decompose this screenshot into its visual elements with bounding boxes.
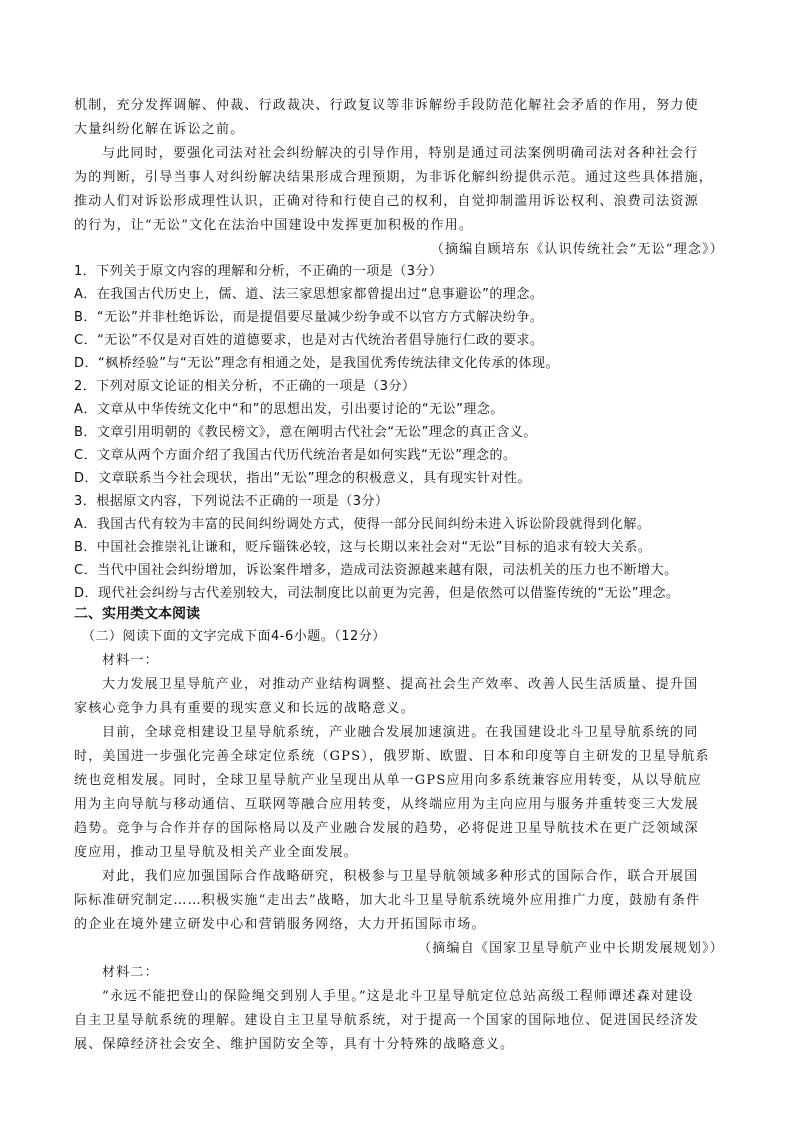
material-line: 时，美国进一步强化完善全球定位系统（GPS），俄罗斯、欧盟、日本和印度等自主研发的卫星导航系 <box>74 749 710 764</box>
material-line: 自主卫星导航系统的理解。建设自主卫星导航系统，对于提高一个国家的国际地位、促进国民经济发 <box>74 1013 699 1028</box>
option-a: A．文章从中华传统文化中“和”的思想出发，引出要讨论的“无讼”理念。 <box>74 402 504 417</box>
material-line: 用为主向导航与移动通信、互联网等融合应用转变，从终端应用为主向应用与服务并重转变三大发展 <box>74 797 699 812</box>
option-d: D．“枫桥经验”与“无讼”理念有相通之处，是我国优秀传统法律文化传承的体现。 <box>74 356 559 371</box>
option-c: C．“无讼”不仅是对百姓的道德要求，也是对古代统治者倡导施行仁政的要求。 <box>74 333 544 348</box>
material-line: 大力发展卫星导航产业，对推动产业结构调整、提高社会生产效率、改善人民生活质量、提升国 <box>102 677 699 692</box>
section-instruction: （二）阅读下面的文字完成下面4-6小题。（12分） <box>82 629 386 644</box>
option-b: B．“无讼”并非杜绝诉讼，而是提倡要尽量减少纷争或不以官方方式解决纷争。 <box>74 310 544 325</box>
option-d: D．现代社会纠纷与古代差别较大，司法制度比以前更为完善，但是依然可以借鉴传统的“无讼”理念。 <box>74 586 680 601</box>
material-line: 统也竞相发展。同时，全球卫星导航产业呈现出从单一GPS应用向多系统兼容应用转变，从以导航应 <box>74 773 703 788</box>
option-a: A．在我国古代历史上，儒、道、法三家思想家都曾提出过“息事避讼”的理念。 <box>74 287 544 302</box>
section-heading: 二、实用类文本阅读 <box>74 606 200 622</box>
option-b: B．文章引用明朝的《教民榜文》，意在阐明古代社会“无讼”理念的真正含义。 <box>74 425 537 440</box>
passage-line: 与此同时，要强化司法对社会纠纷解决的引导作用，特别是通过司法案例明确司法对各种社会行 <box>102 146 699 161</box>
passage-line: 推动人们对诉讼形成理性认识，正确对待和行使自己的权利，自觉抑制滥用诉讼权利、浪费司法资源 <box>74 194 699 209</box>
question-stem: 2．下列对原文论证的相关分析，不正确的一项是（3分） <box>74 379 416 394</box>
option-c: C．当代中国社会纠纷增加，诉讼案件增多，造成司法资源越来越有限，司法机关的压力也不断增大。 <box>74 563 678 578</box>
material-line: 家核心竞争力具有重要的现实意义和长远的战略意义。 <box>74 701 415 716</box>
material-line: 目前，全球竞相建设卫星导航系统，产业融合发展加速演进。在我国建设北斗卫星导航系统的同 <box>102 725 699 740</box>
question-stem: 3．根据原文内容，下列说法不正确的一项是（3分） <box>74 494 389 509</box>
material-line: 展、保障经济社会安全、维护国防安全等，具有十分特殊的战略意义。 <box>74 1037 515 1052</box>
passage-line: 大量纠纷化解在诉讼之前。 <box>74 122 245 137</box>
material-line: 趋势。竞争与合作并存的国际格局以及产业融合发展的趋势，必将促进卫星导航技术在更广泛领域深 <box>74 821 699 836</box>
material-label: 材料一： <box>102 653 159 668</box>
option-c: C．文章从两个方面介绍了我国古代历代统治者是如何实践“无讼”理念的。 <box>74 448 517 463</box>
material-label: 材料二： <box>102 965 159 980</box>
option-a: A．我国古代有较为丰富的民间纠纷调处方式，使得一部分民间纠纷未进入诉讼阶段就得到化解。 <box>74 517 651 532</box>
passage-line: 机制，充分发挥调解、仲裁、行政裁决、行政复议等非诉解纷手段防范化解社会矛盾的作用，努力使 <box>74 98 699 113</box>
material-line: 度应用，推动卫星导航及相关产业全面发展。 <box>74 845 359 860</box>
source-citation: （摘编自顾培东《认识传统社会“无讼”理念》） <box>430 242 724 257</box>
material-line: 际标准研究制定……积极实施“走出去”战略，加大北斗卫星导航系统境外应用推广力度，鼓励有条件 <box>74 893 701 908</box>
option-d: D．文章联系当今社会现状，指出“无讼”理念的积极意义，具有现实针对性。 <box>74 471 531 486</box>
material-line: 对此，我们应加强国际合作战略研究，积极参与卫星导航领域多种形式的国际合作，联合开展国 <box>102 869 699 884</box>
passage-line: 的行为，让“无讼”文化在法治中国建设中发挥更加积极的作用。 <box>74 218 474 233</box>
material-line: “永远不能把登山的保险绳交到别人手里。”这是北斗卫星导航定位总站高级工程师谭述森对建设 <box>102 989 694 1004</box>
question-stem: 1．下列关于原文内容的理解和分析，不正确的一项是（3分） <box>74 264 443 279</box>
passage-line: 为的判断，引导当事人对纠纷解决结果形成合理预期，为非诉化解纠纷提供示范。通过这些具体措施， <box>74 170 714 185</box>
source-citation: （摘编自《国家卫星导航产业中长期发展规划》） <box>418 941 724 956</box>
option-b: B．中国社会推崇礼让谦和，贬斥锱铢必较，这与长期以来社会对“无讼”目标的追求有较大关系。 <box>74 540 652 555</box>
material-line: 的企业在境外建立研发中心和营销服务网络，大力开拓国际市场。 <box>74 917 486 932</box>
